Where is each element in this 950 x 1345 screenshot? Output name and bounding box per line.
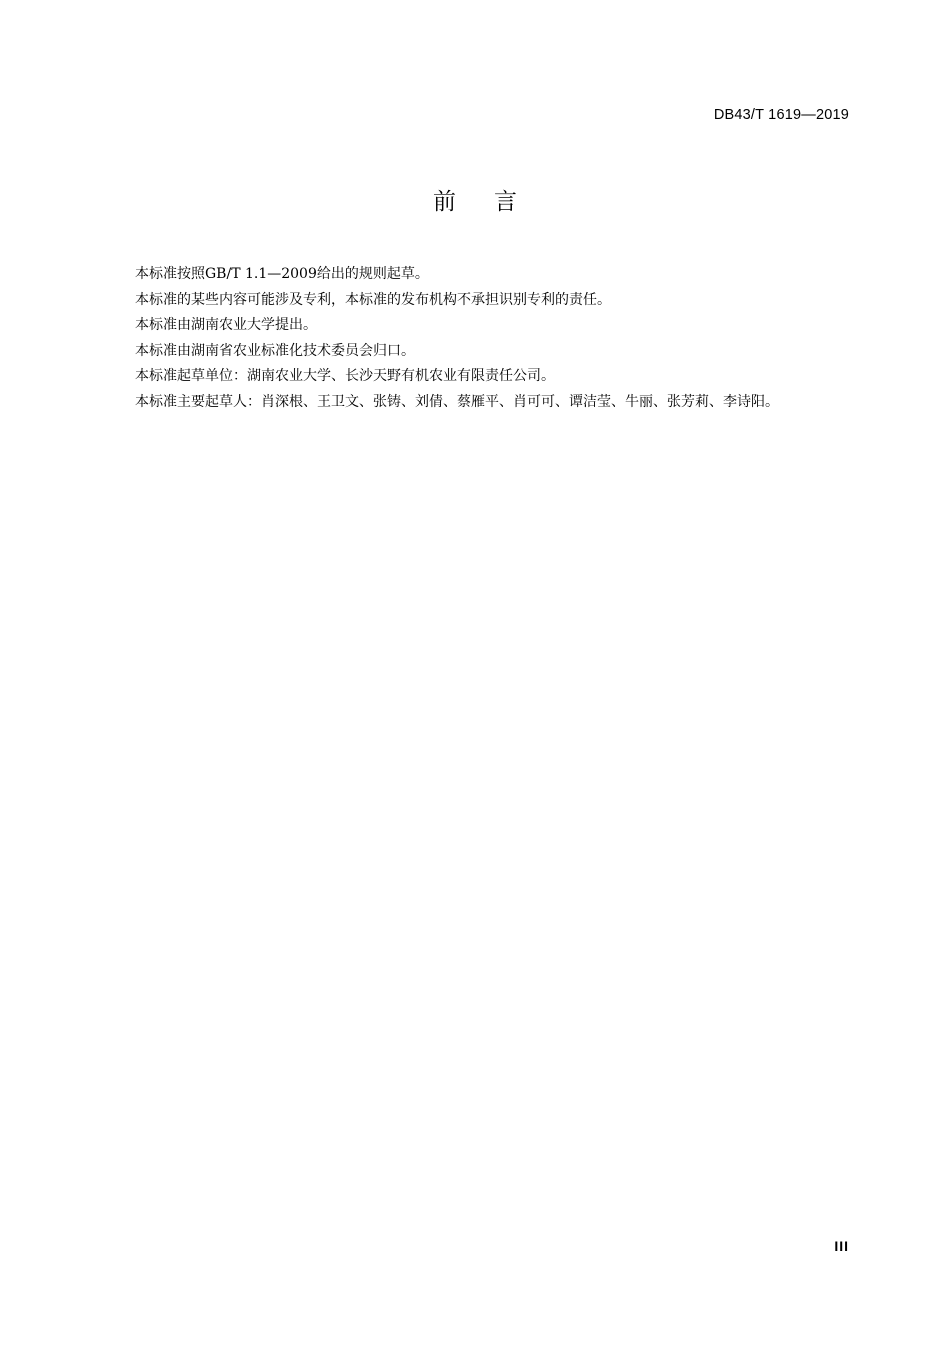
page-number: III [834, 1238, 849, 1254]
document-code: DB43/T 1619—2019 [713, 107, 849, 123]
paragraph-drafting-rules: 本标准按照GB/T 1.1—2009给出的规则起草。 [135, 266, 429, 282]
foreword-body [103, 262, 849, 415]
paragraph-drafting-units: 本标准起草单位：湖南农业大学、长沙天野有机农业有限责任公司。 [135, 368, 555, 384]
paragraph-centralized-by: 本标准由湖南省农业标准化技术委员会归口。 [135, 342, 415, 359]
section-heading: 前言 [433, 189, 555, 215]
paragraph-patent-notice: 本标准的某些内容可能涉及专利，本标准的发布机构不承担识别专利的责任。 [135, 291, 611, 308]
paragraph-drafters: 本标准主要起草人：肖深根、王卫文、张铸、刘倩、蔡雁平、肖可可、谭洁莹、牛丽、张芳莉、李诗阳。 [135, 393, 779, 410]
paragraph-proposer: 本标准由湖南农业大学提出。 [135, 317, 317, 333]
